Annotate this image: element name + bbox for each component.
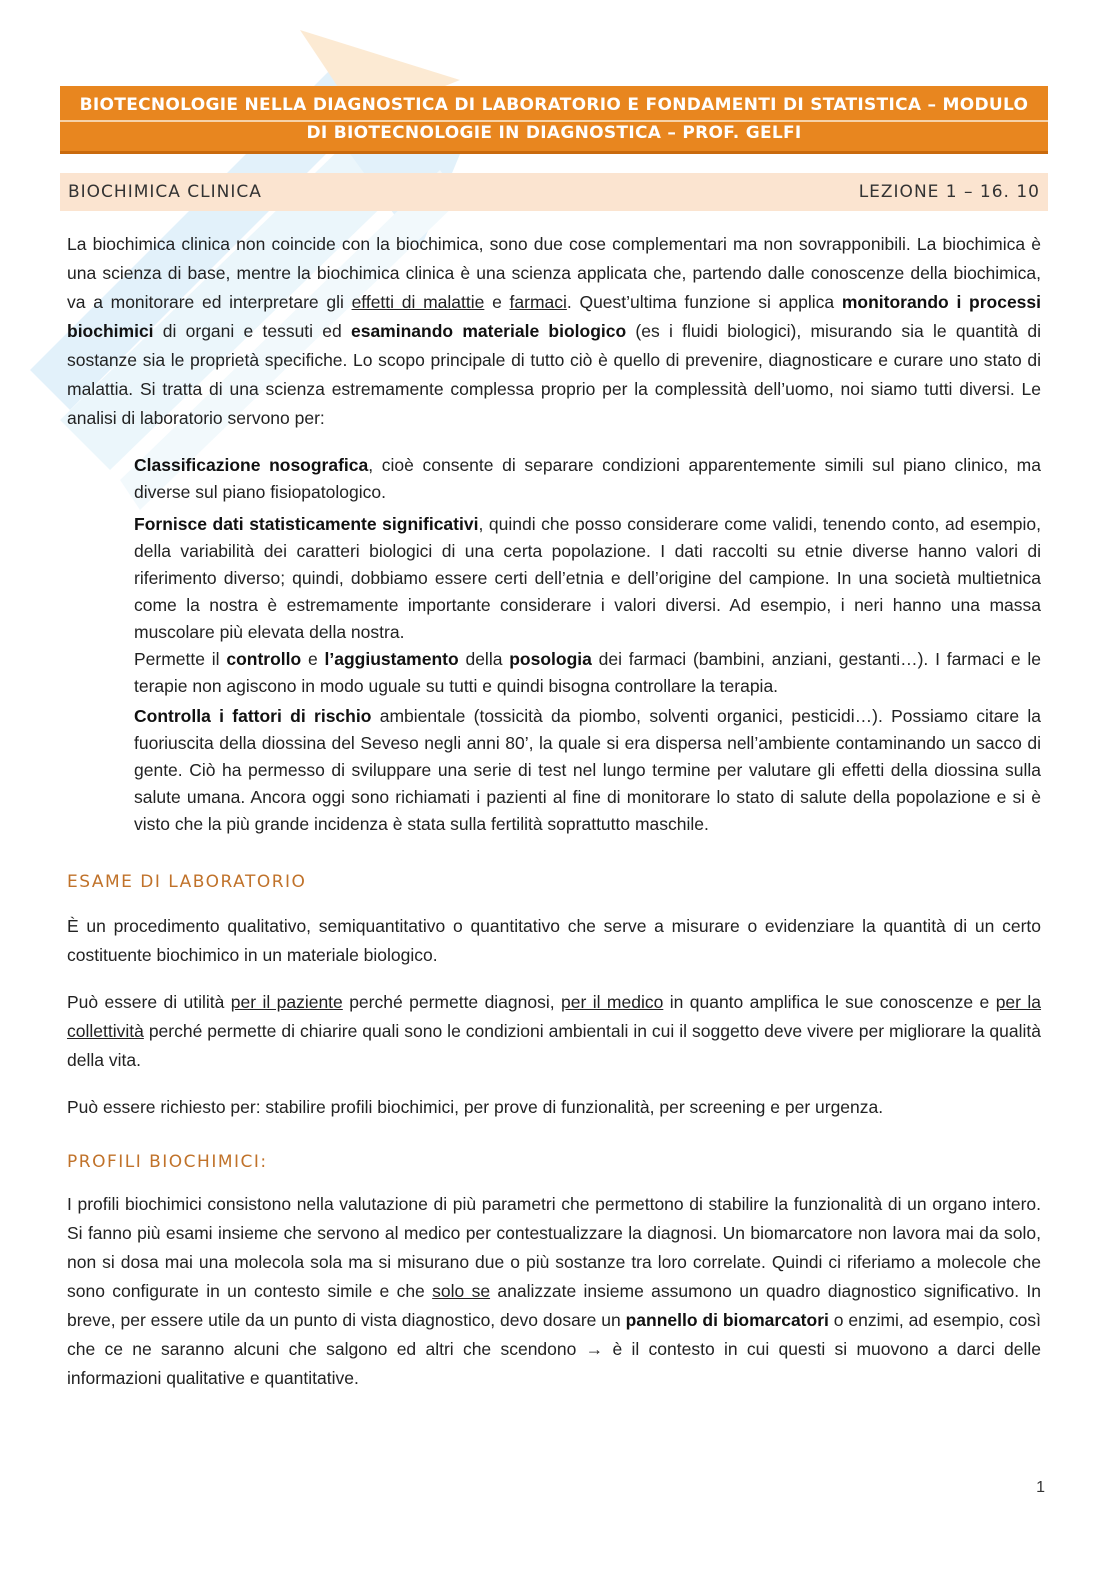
text-run: (es i fluidi biologici), misurando sia le quantità di sostanze sia le proprietà specifiche. Lo scopo principale di tutto ciò è quello di prevenire, diagnosticare e curare uno stato di malattia. Si tratta di una scienza estremamente complessa proprio per la complessità dell’uomo, noi siamo tutti diversi. Le analisi di laboratorio servono per: <box>67 321 1041 428</box>
section-title: BIOCHIMICA CLINICA <box>68 182 262 202</box>
uses-list <box>67 452 1041 838</box>
text-run: e <box>484 292 510 312</box>
document-title-line-1: BIOTECNOLOGIE NELLA DIAGNOSTICA DI LABORATORIO E FONDAMENTI DI STATISTICA – MODULO <box>79 95 1029 115</box>
page-number: 1 <box>1036 1479 1045 1496</box>
text-run: perché permette diagnosi, <box>342 992 562 1012</box>
text-run: , cioè consente di separare condizioni apparentemente simili sul piano clinico, ma diverse sul piano fisiopatologico. <box>134 455 1041 502</box>
underlined-text: per il paziente <box>230 992 343 1012</box>
main-content <box>67 230 1041 1393</box>
text-run: della <box>458 649 510 669</box>
text-run: o enzimi, ad esempio, così che ce ne saranno alcuni che salgono ed altri che scendono → è il contesto in cui questi si muovono a darci delle informazioni qualitative e quantitative. <box>67 1310 1041 1388</box>
esame-paragraph-3: Può essere richiesto per: stabilire profili biochimici, per prove di funzionalità, per screening e per urgenza. <box>67 1097 884 1117</box>
esame-paragraph-1: È un procedimento qualitativo, semiquantitativo o quantitativo che serve a misurare o evidenziare la quantità di un certo costituente biochimico in un materiale biologico. <box>67 916 1041 965</box>
text-run: e <box>301 649 325 669</box>
list-item <box>134 703 1041 838</box>
lesson-header-bar <box>60 173 1048 211</box>
underlined-text: farmaci <box>509 292 567 312</box>
section-heading-profili: PROFILI BIOCHIMICI: <box>67 1152 268 1172</box>
document-title-banner <box>60 86 1048 154</box>
text-run: dei farmaci (bambini, anziani, gestanti…). I farmaci e le terapie non agiscono in modo uguale su tutti e quindi bisogna controllare la terapia. <box>134 649 1041 696</box>
text-run: in quanto amplifica le sue conoscenze e <box>663 992 996 1012</box>
document-title-line-2: DI BIOTECNOLOGIE IN DIAGNOSTICA – PROF. GELFI <box>306 123 802 143</box>
underlined-text: per il medico <box>561 992 664 1012</box>
bold-text: pannello di biomarcatori <box>625 1310 829 1330</box>
profili-paragraph <box>67 1190 1041 1393</box>
text-run: . Quest’ultima funzione si applica <box>566 292 842 312</box>
intro-paragraph <box>67 230 1041 433</box>
underlined-text: solo se <box>432 1281 491 1301</box>
bold-text: controllo <box>226 649 302 669</box>
underlined-text: per la collettività <box>67 992 1042 1041</box>
text-run: Può essere di utilità <box>67 992 231 1012</box>
list-item <box>134 511 1041 646</box>
text-run: , quindi che posso considerare come validi, tenendo conto, ad esempio, della variabilità dei caratteri biologici di una certa popolazione. I dati raccolti su etnie diverse hanno valori di riferimento diverso; quindi, dobbiamo essere certi dell’etnia e dell’origine del campione. In una società multietnica come la nostra è estremamente importante considerare i valori diversi. Ad esempio, i neri hanno una massa muscolare più elevata della nostra. <box>134 514 1042 642</box>
bold-text: monitorando i processi biochimici <box>67 292 1041 341</box>
title-divider <box>60 120 1048 122</box>
section-heading-esame: ESAME DI LABORATORIO <box>67 872 307 892</box>
bold-text: Fornisce dati statisticamente significativi <box>134 514 479 534</box>
bold-text: posologia <box>509 649 592 669</box>
bold-text: l’aggiustamento <box>324 649 459 669</box>
text-run: analizzate insieme assumono un quadro diagnostico significativo. In breve, per essere utile da un punto di vista diagnostico, devo dosare un <box>67 1281 1041 1330</box>
esame-paragraph-2 <box>67 988 1041 1075</box>
bold-text: esaminando materiale biologico <box>350 321 627 341</box>
list-item <box>134 452 1041 506</box>
text-run: La biochimica clinica non coincide con la biochimica, sono due cose complementari ma non sovrapponibili. La biochimica è una scienza di base, mentre la biochimica clinica è una scienza applicata che, partendo dalle conoscenze della biochimica, va a monitorare ed interpretare gli <box>67 234 1041 312</box>
bold-text: Controlla i fattori di rischio <box>134 706 372 726</box>
text-run: ambientale (tossicità da piombo, solventi organici, pesticidi…). Possiamo citare la fuoriuscita della diossina del Seveso negli anni 80’, la quale si era dispersa nell’ambiente contaminando un sacco di gente. Ciò ha permesso di sviluppare una serie di test nel lungo termine per valutare gli effetti della diossina sulla salute umana. Ancora oggi sono richiamati i pazienti al fine di monitorare lo stato di salute della popolazione e si è visto che la più grande incidenza è stata sulla fertilità soprattutto maschile. <box>134 706 1041 834</box>
list-item <box>134 646 1041 700</box>
lesson-label: LEZIONE 1 – 16. 10 <box>858 182 1040 202</box>
text-run: Permette il <box>134 649 227 669</box>
bold-text: Classificazione nosografica <box>134 455 369 475</box>
underlined-text: effetti di malattie <box>351 292 485 312</box>
text-run: perché permette di chiarire quali sono le condizioni ambientali in cui il soggetto deve vivere per migliorare la qualità della vita. <box>67 1021 1041 1070</box>
text-run: I profili biochimici consistono nella valutazione di più parametri che permettono di stabilire la funzionalità di un organo intero. Si fanno più esami insieme che servono al medico per contestualizzare la diagnosi. Un biomarcatore non lavora mai da solo, non si dosa mai una molecola sola ma si misurano due o più sostanze tra loro correlate. Quindi ci riferiamo a molecole che sono configurate in un contesto simile e che <box>67 1194 1041 1301</box>
text-run: di organi e tessuti ed <box>153 321 351 341</box>
